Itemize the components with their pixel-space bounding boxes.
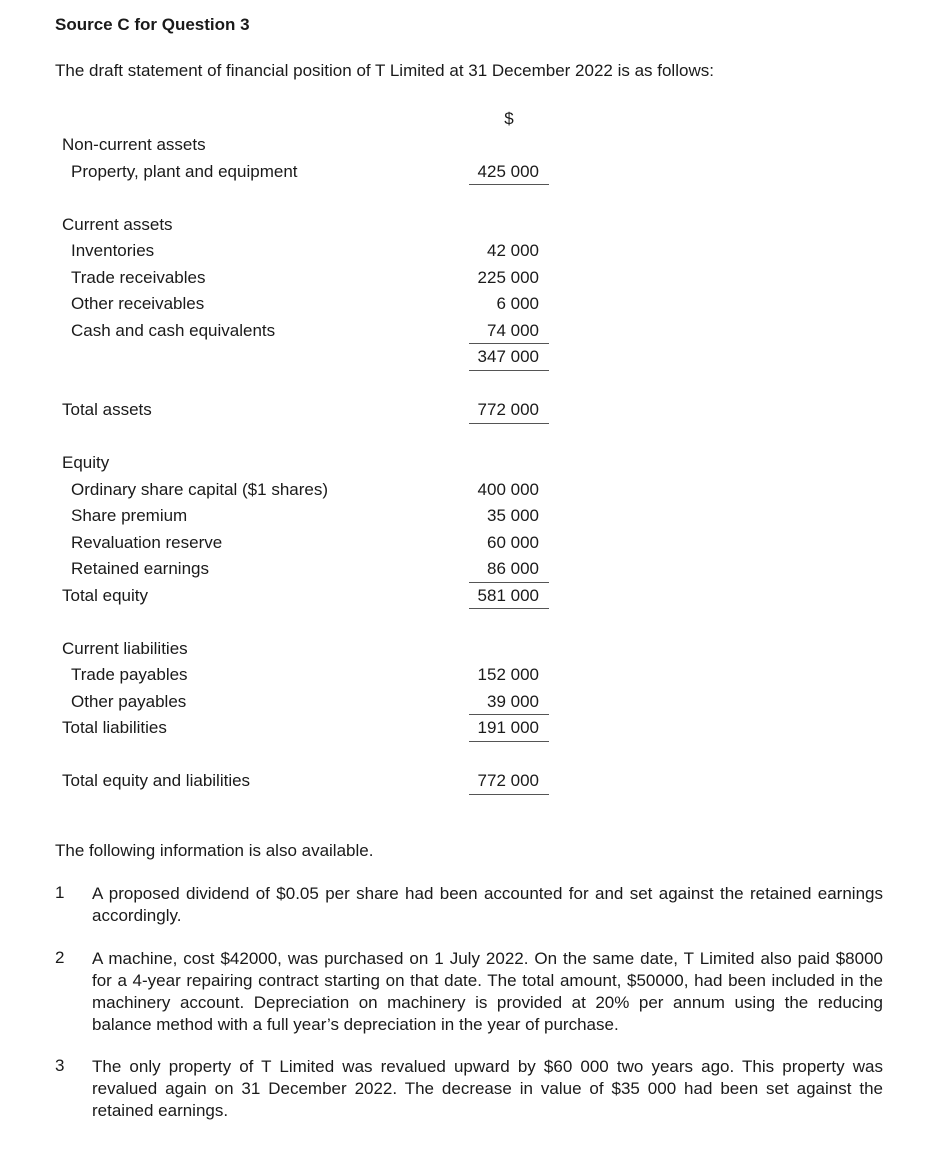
row-label: Share premium [71, 506, 188, 525]
statement-row [0, 450, 929, 477]
row-value: 772 000 [469, 397, 549, 424]
row-label: Current liabilities [62, 638, 188, 658]
spacer-row [0, 185, 929, 212]
item-text: A machine, cost $42000, was purchased on 1 July 2022. On the same date, T Limited also paid $8000 for a 4-year repairing contract starting on that date. The total amount, $50000, had been included in the machinery account. Depreciation on machinery is provided at 20% per annum using the reducing balance method with a full year’s depreciation in the year of purchase. [92, 949, 883, 1034]
financial-position-statement [0, 132, 929, 795]
item-number: 3 [55, 1056, 65, 1075]
statement-row [0, 265, 929, 292]
source-heading: Source C for Question 3 [55, 15, 250, 34]
row-label: Trade receivables [71, 267, 206, 287]
row-value: 60 000 [487, 532, 539, 552]
row-value: 74 000 [469, 318, 549, 345]
statement-row [0, 318, 929, 345]
row-label: Non-current assets [62, 135, 206, 154]
row-label: Inventories [71, 241, 155, 260]
row-value: 400 000 [477, 479, 539, 499]
statement-row [0, 768, 929, 795]
row-label: Cash and cash equivalents [71, 320, 276, 340]
row-value: 425 000 [469, 159, 549, 186]
row-value: 86 000 [469, 556, 549, 583]
statement-row [0, 503, 929, 530]
statement-row [0, 583, 929, 610]
statement-row [0, 689, 929, 716]
statement-row [0, 530, 929, 557]
item-number: 2 [55, 948, 65, 967]
statement-row [0, 159, 929, 186]
row-label: Total equity and liabilities [62, 771, 251, 790]
statement-row [0, 291, 929, 318]
item-text: A proposed dividend of $0.05 per share had been accounted for and set against the retained earnings accordingly. [92, 884, 883, 925]
row-label: Other payables [71, 691, 187, 711]
row-label: Equity [62, 453, 110, 472]
spacer-row [0, 609, 929, 636]
statement-row [0, 636, 929, 663]
row-label: Total equity [62, 585, 148, 605]
statement-row [0, 397, 929, 424]
statement-row [0, 477, 929, 504]
row-value: 772 000 [469, 768, 549, 795]
item-text: The only property of T Limited was revalued upward by $60 000 two years ago. This property was revalued again on 31 December 2022. The decrease in value of $35 000 had been set against the retained earnings. [92, 1057, 883, 1120]
row-label: Trade payables [71, 665, 188, 684]
row-label: Total assets [62, 400, 152, 419]
item-number: 1 [55, 883, 65, 902]
spacer-row [0, 742, 929, 769]
row-value: 6 000 [496, 294, 539, 313]
row-value: 581 000 [469, 583, 549, 610]
statement-row [0, 556, 929, 583]
statement-row [0, 344, 929, 371]
row-label: Revaluation reserve [71, 532, 223, 552]
row-value: 191 000 [469, 715, 549, 742]
statement-row [0, 662, 929, 689]
row-label: Total liabilities [62, 718, 167, 737]
row-label: Current assets [62, 214, 173, 234]
row-label: Retained earnings [71, 559, 209, 578]
row-value: 35 000 [487, 506, 539, 525]
additional-info-text: The following information is also available. [55, 841, 374, 860]
statement-row [0, 715, 929, 742]
row-label: Ordinary share capital ($1 shares) [71, 479, 329, 499]
statement-row [0, 238, 929, 265]
row-label: Other receivables [71, 294, 205, 313]
row-value: 42 000 [487, 241, 539, 260]
statement-row [0, 212, 929, 239]
spacer-row [0, 371, 929, 398]
row-value: 225 000 [477, 267, 539, 287]
spacer-row [0, 424, 929, 451]
row-value: 152 000 [477, 665, 539, 684]
statement-row [0, 132, 929, 159]
row-value: 39 000 [469, 689, 549, 716]
currency-header: $ [504, 109, 514, 128]
row-label: Property, plant and equipment [71, 161, 298, 181]
intro-text: The draft statement of financial position of T Limited at 31 December 2022 is as follows: [55, 61, 714, 80]
row-value: 347 000 [469, 344, 549, 371]
